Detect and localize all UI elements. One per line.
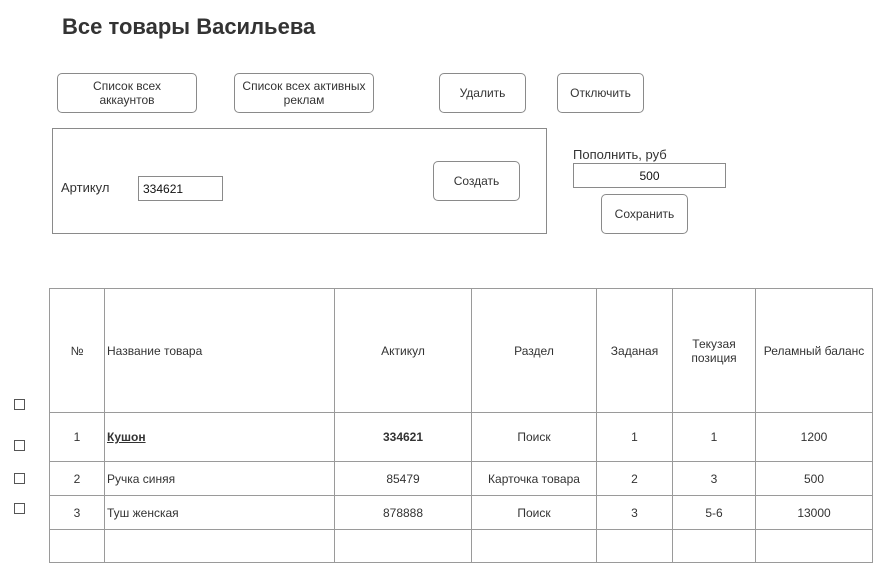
table-empty-row xyxy=(50,530,873,563)
cell-num: 3 xyxy=(50,496,105,530)
cell-balance: 13000 xyxy=(756,496,873,530)
header-current xyxy=(673,289,756,413)
create-button[interactable] xyxy=(433,161,520,201)
save-button-label: Сохранить xyxy=(614,207,675,221)
products-table xyxy=(49,288,873,563)
article-label: Артикул xyxy=(61,180,110,195)
cell-target: 3 xyxy=(597,496,673,530)
cell-section: Карточка товара xyxy=(472,462,597,496)
cell-section: Поиск xyxy=(472,413,597,462)
active-ads-label-line2: реклам xyxy=(283,93,325,107)
table-row[interactable] xyxy=(50,462,873,496)
product-name-link[interactable]: Кушон xyxy=(107,430,146,444)
cell-empty xyxy=(50,530,105,563)
header-section: Раздел xyxy=(472,289,597,413)
accounts-list-label-line2: аккаунтов xyxy=(99,93,155,107)
page-title: Все товары Васильева xyxy=(62,14,316,39)
row-checkbox[interactable] xyxy=(14,440,25,451)
table-header-row xyxy=(50,289,873,413)
delete-button-label: Удалить xyxy=(459,86,506,100)
topup-amount-value: 500 xyxy=(639,168,660,183)
header-num: № xyxy=(50,289,105,413)
article-input-value: 334621 xyxy=(143,181,184,196)
cell-balance: 1200 xyxy=(756,413,873,462)
cell-empty xyxy=(105,530,335,563)
cell-empty xyxy=(335,530,472,563)
row-checkbox[interactable] xyxy=(14,503,25,514)
cell-num: 2 xyxy=(50,462,105,496)
cell-article: 85479 xyxy=(335,462,472,496)
topup-label: Пополнить, руб xyxy=(573,147,667,162)
cell-section: Поиск xyxy=(472,496,597,530)
article-input[interactable] xyxy=(138,176,223,201)
save-button[interactable] xyxy=(601,194,688,234)
select-all-checkbox[interactable] xyxy=(14,399,25,410)
topup-amount-input[interactable] xyxy=(573,163,726,188)
cell-balance: 500 xyxy=(756,462,873,496)
row-checkbox[interactable] xyxy=(14,473,25,484)
header-name: Название товара xyxy=(105,289,335,413)
cell-current: 3 xyxy=(673,462,756,496)
cell-num: 1 xyxy=(50,413,105,462)
header-current-line2: позиция xyxy=(691,350,737,365)
cell-article: 334621 xyxy=(335,413,472,462)
disable-button[interactable] xyxy=(557,73,644,113)
header-balance: Реламный баланс xyxy=(756,289,873,413)
cell-current: 5-6 xyxy=(673,496,756,530)
cell-current: 1 xyxy=(673,413,756,462)
header-current-line1: Текузая xyxy=(692,336,736,351)
cell-name: Ручка синяя xyxy=(105,462,335,496)
cell-empty xyxy=(756,530,873,563)
disable-button-label: Отключить xyxy=(570,86,631,100)
cell-article: 878888 xyxy=(335,496,472,530)
cell-name: Туш женская xyxy=(105,496,335,530)
active-ads-list-button[interactable] xyxy=(234,73,374,113)
create-button-label: Создать xyxy=(453,174,500,188)
accounts-list-label-line1: Список всех xyxy=(93,79,161,93)
cell-empty xyxy=(673,530,756,563)
header-target: Заданая xyxy=(597,289,673,413)
table-row[interactable] xyxy=(50,413,873,462)
delete-button[interactable] xyxy=(439,73,526,113)
header-article: Актикул xyxy=(335,289,472,413)
table-row[interactable] xyxy=(50,496,873,530)
cell-empty xyxy=(472,530,597,563)
cell-empty xyxy=(597,530,673,563)
cell-target: 2 xyxy=(597,462,673,496)
cell-name xyxy=(105,413,335,462)
cell-target: 1 xyxy=(597,413,673,462)
accounts-list-button[interactable] xyxy=(57,73,197,113)
active-ads-label-line1: Список всех активных xyxy=(242,79,366,93)
